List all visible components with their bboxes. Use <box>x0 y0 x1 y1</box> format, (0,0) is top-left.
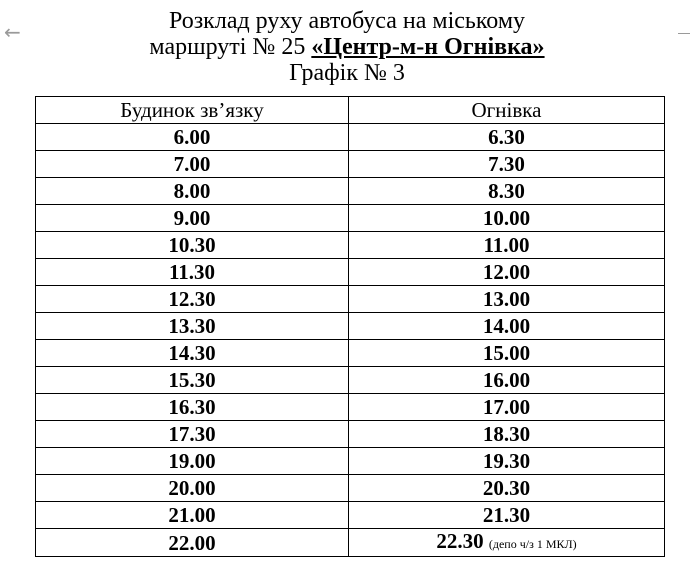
return-time: 18.30 <box>482 422 531 446</box>
table-row <box>36 178 665 205</box>
return-time: 6.30 <box>488 125 525 149</box>
table-row <box>36 340 665 367</box>
departure-time-cell: 17.30 <box>36 421 349 448</box>
back-arrow-icon[interactable]: ← <box>4 20 21 44</box>
departure-time-cell: 13.30 <box>36 313 349 340</box>
column-header-destination: Огнівка <box>349 97 665 124</box>
departure-time-cell: 7.00 <box>36 151 349 178</box>
departure-time-cell: 10.30 <box>36 232 349 259</box>
return-time: 12.00 <box>482 260 531 284</box>
table-row <box>36 367 665 394</box>
column-header-departure: Будинок зв’язку <box>36 97 349 124</box>
departure-time-cell: 22.00 <box>36 529 349 557</box>
table-row <box>36 421 665 448</box>
return-time-cell <box>349 232 665 259</box>
return-time-cell <box>349 502 665 529</box>
departure-time-cell: 6.00 <box>36 124 349 151</box>
return-time-cell <box>349 394 665 421</box>
departure-time-cell: 21.00 <box>36 502 349 529</box>
table-row <box>36 448 665 475</box>
return-time: 22.30 <box>436 529 484 553</box>
return-time: 14.00 <box>482 314 531 338</box>
departure-time-cell: 9.00 <box>36 205 349 232</box>
table-row <box>36 286 665 313</box>
schedule-table <box>35 96 665 557</box>
title-line-1: Розклад руху автобуса на міському <box>168 8 526 34</box>
departure-time-cell: 15.30 <box>36 367 349 394</box>
return-time: 13.00 <box>482 287 531 311</box>
table-row <box>36 205 665 232</box>
title-line-2 <box>0 34 694 60</box>
departure-time-cell: 16.30 <box>36 394 349 421</box>
table-header-row <box>36 97 665 124</box>
return-time-cell <box>349 313 665 340</box>
departure-time-cell: 8.00 <box>36 178 349 205</box>
return-time-cell <box>349 259 665 286</box>
depot-note: (депо ч/з 1 МКЛ) <box>488 537 577 551</box>
return-time: 7.30 <box>488 152 525 176</box>
table-row <box>36 529 665 557</box>
departure-time-cell: 14.30 <box>36 340 349 367</box>
return-time-cell <box>349 340 665 367</box>
return-time-cell <box>349 475 665 502</box>
return-time: 20.30 <box>482 476 531 500</box>
return-time: 21.30 <box>482 503 531 527</box>
departure-time-cell: 11.30 <box>36 259 349 286</box>
route-name: «Центр-м-н Огнівка» <box>311 34 545 60</box>
return-time: 19.30 <box>482 449 531 473</box>
table-row <box>36 394 665 421</box>
departure-time-cell: 20.00 <box>36 475 349 502</box>
return-time-cell <box>349 124 665 151</box>
return-time-cell <box>349 367 665 394</box>
return-time-cell <box>349 529 665 557</box>
return-time: 11.00 <box>483 233 530 257</box>
schedule-body <box>36 124 665 557</box>
return-time: 10.00 <box>482 206 531 230</box>
return-time-cell <box>349 178 665 205</box>
return-time: 16.00 <box>482 368 531 392</box>
table-row <box>36 232 665 259</box>
return-time-cell <box>349 151 665 178</box>
return-time-cell <box>349 448 665 475</box>
return-time: 15.00 <box>482 341 531 365</box>
schedule-number: Графік № 3 <box>289 60 405 86</box>
return-time-cell <box>349 286 665 313</box>
return-time-cell <box>349 421 665 448</box>
departure-time-cell: 12.30 <box>36 286 349 313</box>
table-row <box>36 502 665 529</box>
return-time: 8.30 <box>488 179 525 203</box>
table-row <box>36 151 665 178</box>
return-time: 17.00 <box>482 395 531 419</box>
page-title <box>0 8 694 86</box>
table-row <box>36 313 665 340</box>
departure-time-cell: 19.00 <box>36 448 349 475</box>
route-number: маршруті № 25 <box>149 34 306 60</box>
table-row <box>36 124 665 151</box>
return-time-cell <box>349 205 665 232</box>
table-row <box>36 259 665 286</box>
table-row <box>36 475 665 502</box>
